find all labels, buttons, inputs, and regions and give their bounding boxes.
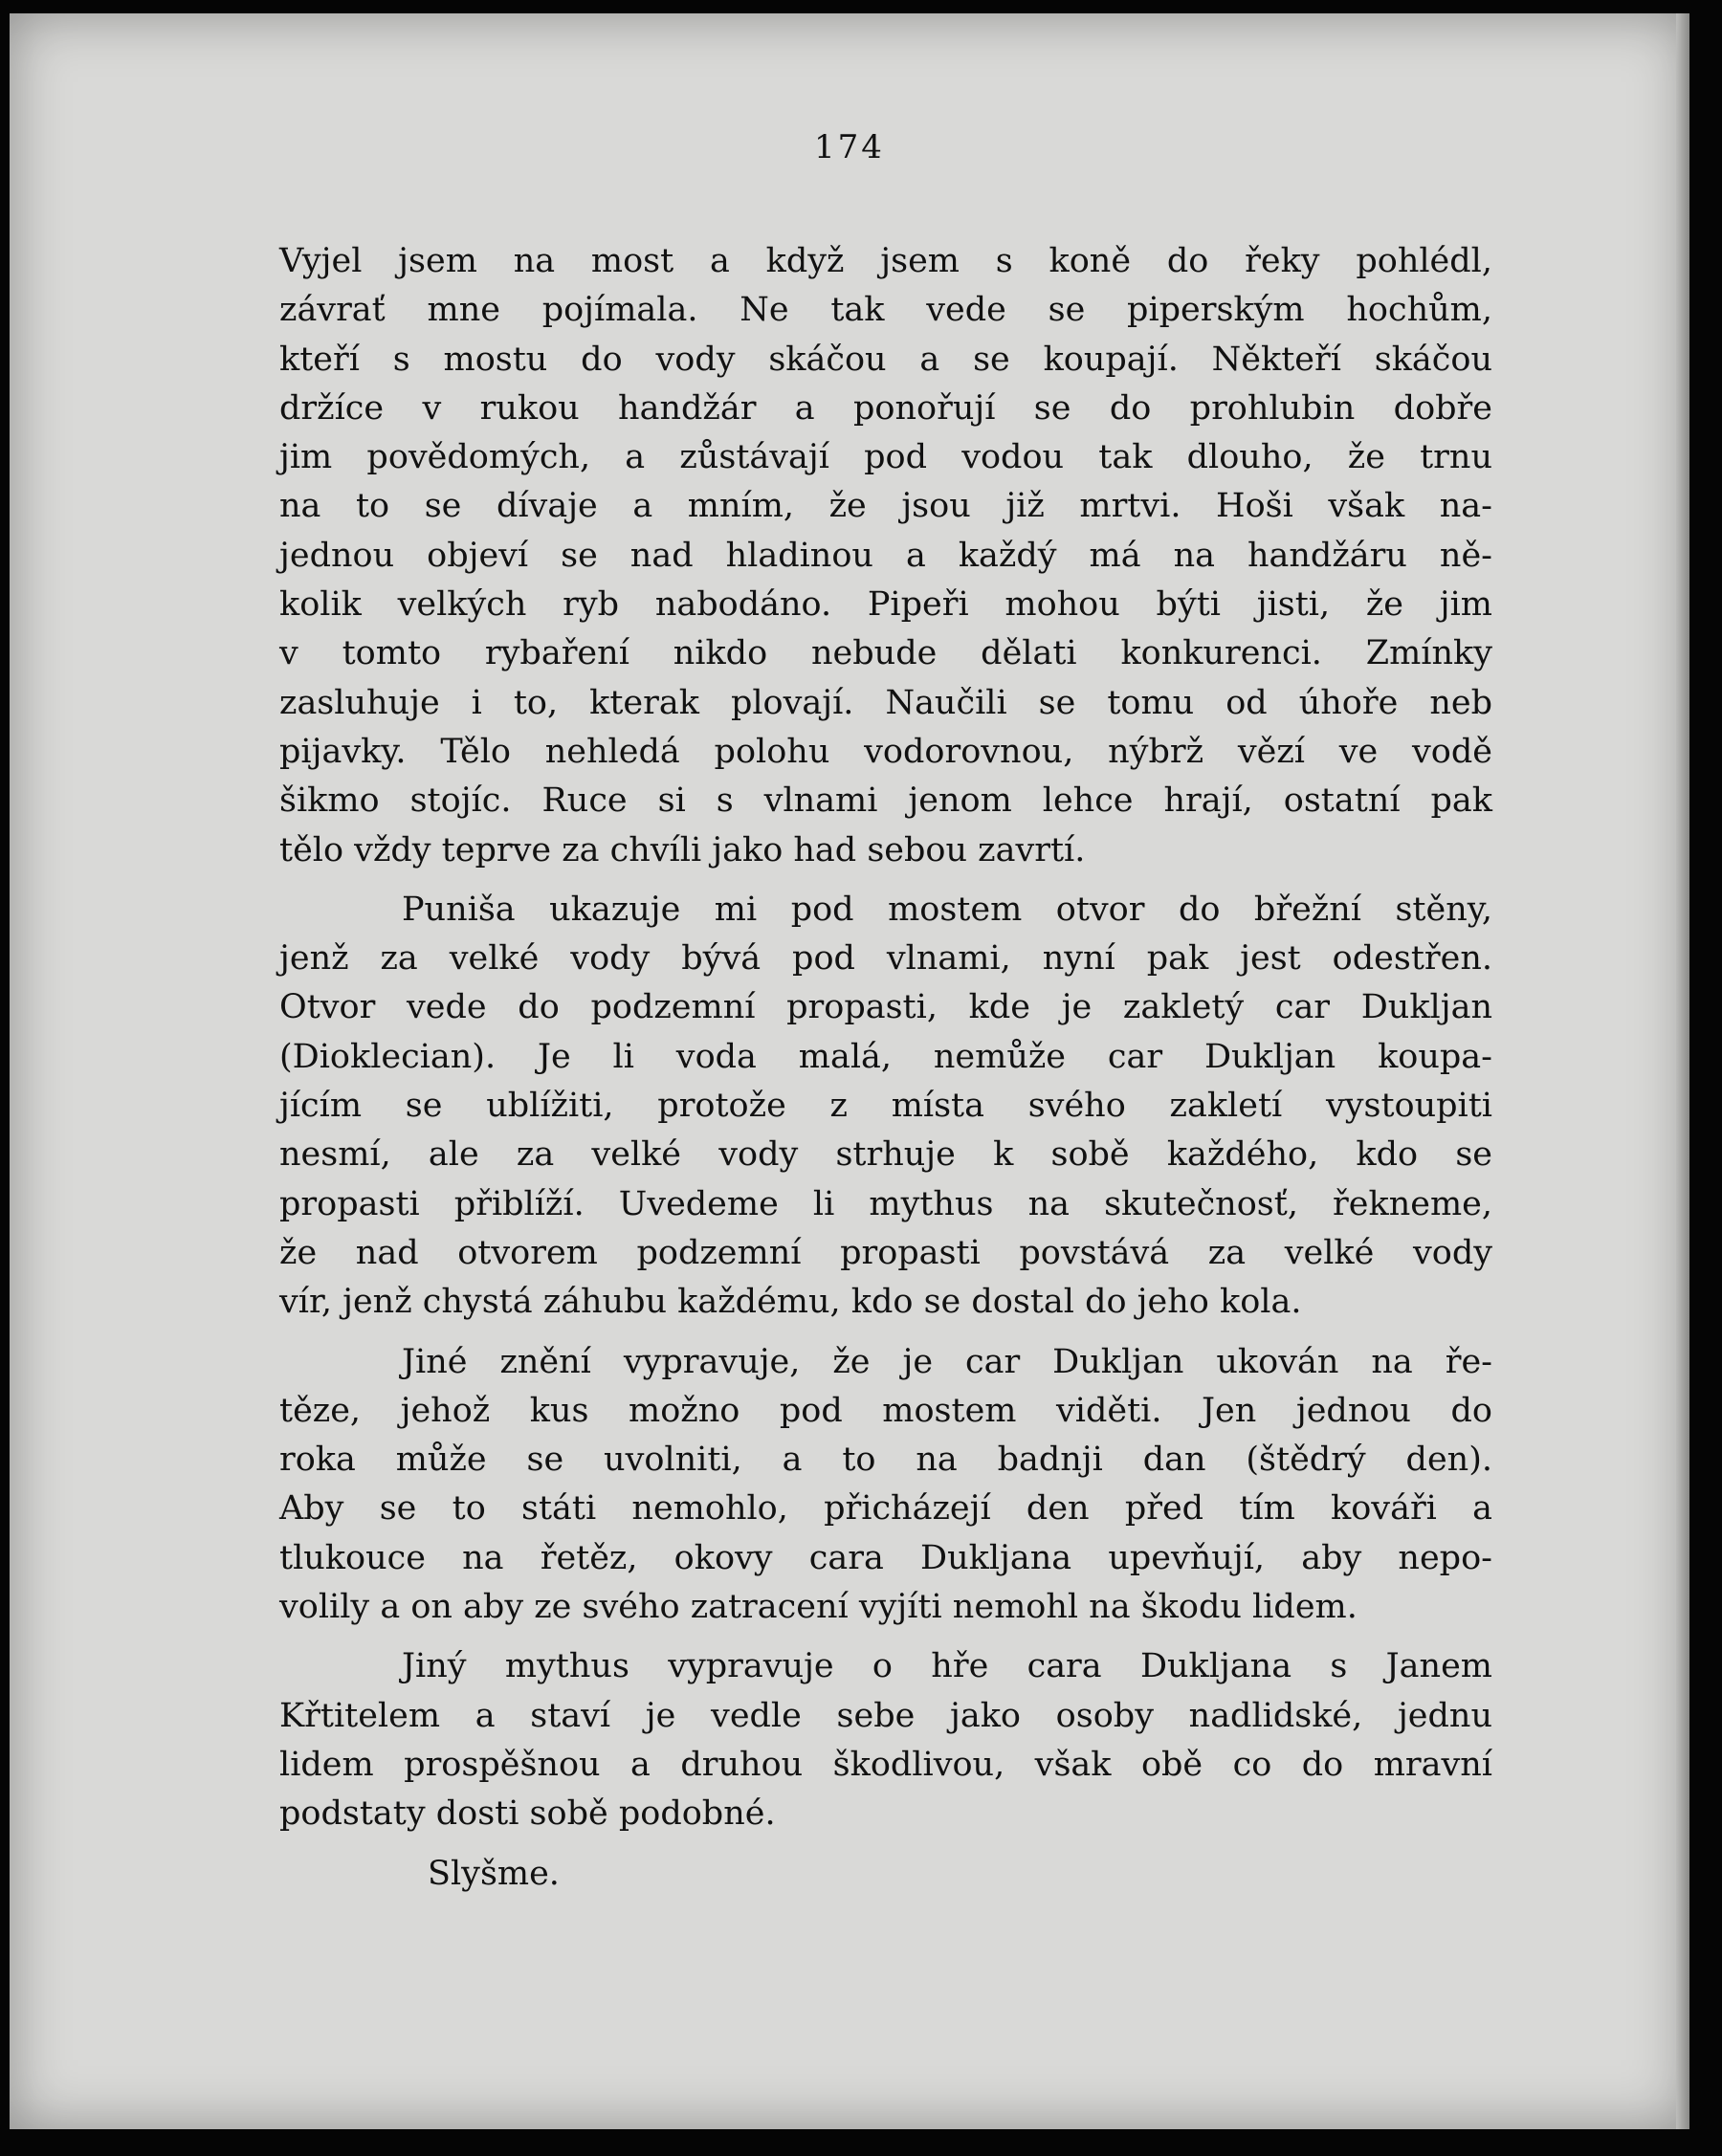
text-line: že nad otvorem podzemní propasti povstává za velké vody — [279, 1233, 1492, 1272]
text-line: Otvor vede do podzemní propasti, kde je zakletý car Dukljan — [279, 988, 1492, 1027]
paragraph — [279, 886, 1492, 1328]
text-line: šikmo stojíc. Ruce si s vlnami jenom lehce hrají, ostatní pak — [279, 781, 1492, 821]
text-line: na to se dívaje a mním, že jsou již mrtvi. Hoši však na- — [279, 487, 1492, 526]
text-line: podstaty dosti sobě podobné. — [279, 1794, 776, 1834]
book-page — [10, 13, 1689, 2129]
text-line: jenž za velké vody bývá pod vlnami, nyní pak jest odestřen. — [279, 939, 1492, 979]
paragraph — [279, 237, 1492, 875]
text-line: jim povědomých, a zůstávají pod vodou tak dlouho, že trnu — [279, 438, 1492, 477]
page-edge — [1676, 13, 1689, 2129]
text-line: tlukouce na řetěz, okovy cara Dukljana upevňují, aby nepo- — [279, 1538, 1492, 1577]
text-line: jednou objeví se nad hladinou a každý má na handžáru ně- — [279, 536, 1492, 575]
text-line: držíce v rukou handžár a ponořují se do prohlubin dobře — [279, 388, 1492, 428]
text-line: lidem prospěšnou a druhou škodlivou, však obě co do mravní — [279, 1745, 1492, 1784]
text-line: tělo vždy teprve za chvíli jako had sebou zavrtí. — [279, 830, 1086, 869]
text-line: Aby se to státi nemohlo, přicházejí den před tím kováři a — [279, 1489, 1492, 1529]
text-line: (Dioklecian). Je li voda malá, nemůže car Dukljan koupa- — [279, 1037, 1492, 1076]
text-line: zasluhuje i to, kterak plovají. Naučili se tomu od úhoře neb — [279, 683, 1492, 722]
text-line: závrať mne pojímala. Ne tak vede se piperským hochům, — [279, 291, 1492, 330]
text-line: nesmí, ale za velké vody strhuje k sobě každého, kdo se — [279, 1135, 1492, 1175]
paragraph — [279, 1338, 1492, 1633]
text-line: pijavky. Tělo nehledá polohu vodorovnou, nýbrž vězí ve vodě — [279, 732, 1492, 771]
text-line: volily a on aby ze svého zatracení vyjíti nemohl na škodu lidem. — [279, 1588, 1358, 1627]
paragraph — [279, 1642, 1492, 1838]
page-number: 174 — [814, 128, 885, 166]
text-line: Puniša ukazuje mi pod mostem otvor do břežní stěny, — [402, 890, 1492, 929]
text-line: vír, jenž chystá záhubu každému, kdo se dostal do jeho kola. — [279, 1283, 1302, 1322]
text-line: propasti přiblíží. Uvedeme li mythus na skutečnosť, řekneme, — [279, 1184, 1492, 1223]
text-line: těze, jehož kus možno pod mostem viděti. Jen jednou do — [279, 1391, 1492, 1430]
text-line: kolik velkých ryb nabodáno. Pipeři mohou býti jisti, že jim — [279, 585, 1492, 625]
text-line: Jiný mythus vypravuje o hře cara Dukljana s Janem — [402, 1647, 1492, 1686]
text-line: jícím se ublížiti, protože z místa svého zakletí vystoupiti — [279, 1087, 1492, 1126]
text-line: Křtitelem a staví je vedle sebe jako osoby nadlidské, jednu — [279, 1696, 1492, 1735]
text-line: kteří s mostu do vody skáčou a se koupají. Někteří skáčou — [279, 340, 1492, 379]
text-line: v tomto rybaření nikdo nebude dělati konkurenci. Zmínky — [279, 634, 1492, 673]
closing-line: Slyšme. — [428, 1854, 560, 1893]
text-line: Vyjel jsem na most a když jsem s koně do řeky pohlédl, — [279, 242, 1492, 280]
body-text — [279, 237, 1492, 1899]
text-line: roka může se uvolniti, a to na badnji dan (štědrý den). — [279, 1441, 1492, 1480]
text-line: Jiné znění vypravuje, že je car Dukljan ukován na ře- — [402, 1342, 1492, 1381]
